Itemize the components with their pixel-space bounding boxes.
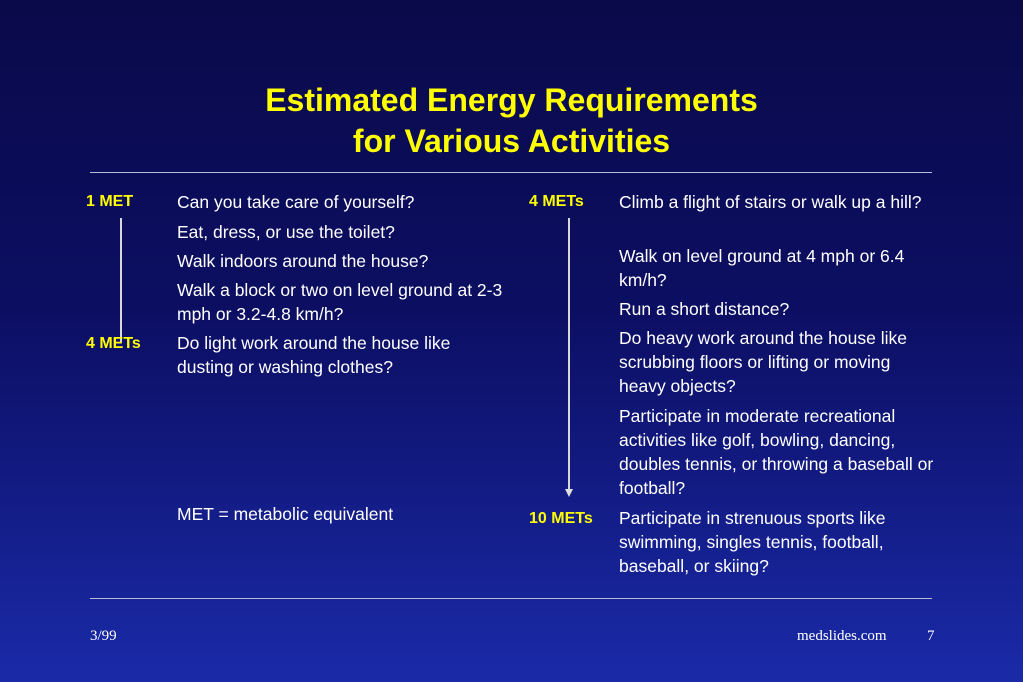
met-label-4-right: 4 METs bbox=[529, 193, 584, 210]
top-divider bbox=[90, 172, 932, 173]
footer-source: medslides.com bbox=[797, 628, 887, 644]
title-line-1: Estimated Energy Requirements bbox=[265, 82, 758, 118]
left-item-1: Can you take care of yourself? bbox=[177, 192, 415, 212]
left-item-2: Eat, dress, or use the toilet? bbox=[177, 222, 395, 242]
page-number: 7 bbox=[927, 628, 935, 644]
title-line-2: for Various Activities bbox=[352, 123, 671, 159]
met-label-4-left: 4 METs bbox=[86, 335, 141, 352]
footer-date: 3/99 bbox=[90, 628, 117, 644]
met-label-1: 1 MET bbox=[86, 193, 134, 210]
met-footnote: MET = metabolic equivalent bbox=[177, 504, 394, 524]
right-item-3: Run a short distance? bbox=[619, 299, 790, 319]
right-item-4: Do heavy work around the house like scrubbing floors or lifting or moving heavy objects? bbox=[619, 328, 907, 396]
left-item-4: Walk a block or two on level ground at 2-3 mph or 3.2-4.8 km/h? bbox=[177, 280, 503, 324]
left-item-5: Do light work around the house like dusting or washing clothes? bbox=[177, 333, 451, 377]
right-item-1: Climb a flight of stairs or walk up a hill? bbox=[619, 192, 922, 212]
left-item-3: Walk indoors around the house? bbox=[177, 251, 429, 271]
left-scale-line bbox=[120, 218, 122, 342]
met-label-10: 10 METs bbox=[529, 510, 593, 527]
right-item-6: Participate in strenuous sports like swimming, singles tennis, football, baseball, or skiing? bbox=[619, 508, 886, 576]
right-item-2: Walk on level ground at 4 mph or 6.4 km/h? bbox=[619, 246, 905, 290]
slide-title bbox=[0, 80, 1023, 162]
right-item-5: Participate in moderate recreational activities like golf, bowling, dancing, doubles tennis, or throwing a baseball or football? bbox=[619, 406, 934, 498]
down-arrow-icon bbox=[565, 489, 573, 497]
right-scale-line bbox=[568, 218, 570, 490]
bottom-divider bbox=[90, 598, 932, 599]
